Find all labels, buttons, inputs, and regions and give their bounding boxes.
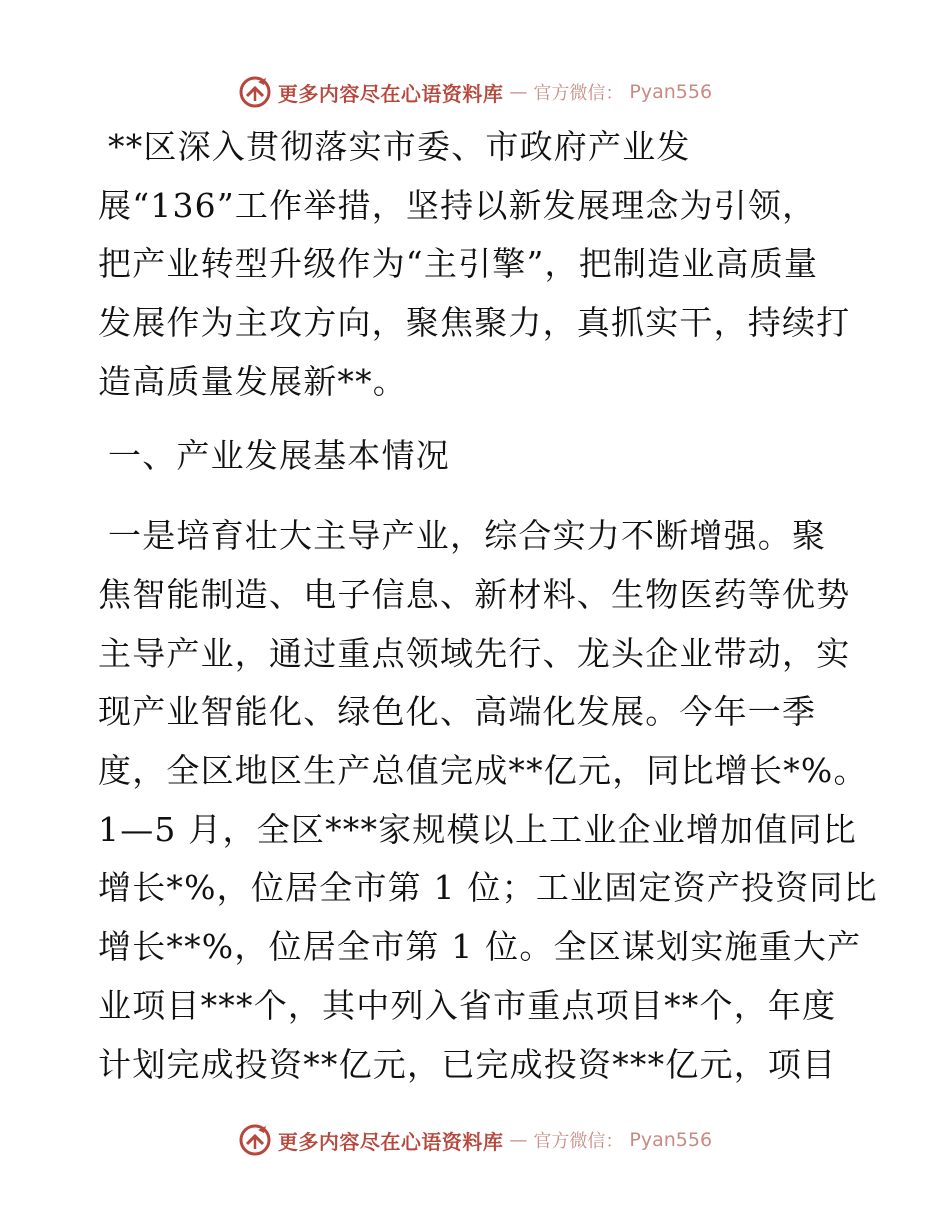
intro-paragraph: [98, 118, 850, 412]
paragraph-line: 计划完成投资**亿元，已完成投资***亿元，项目: [98, 1044, 837, 1084]
paragraph-line: 业项目***个，其中列入省市重点项目**个，年度: [98, 985, 837, 1025]
paragraph-line: 把产业转型升级作为“主引擎”，把制造业高质量: [98, 244, 819, 284]
watermark-main-text: 更多内容尽在心语资料库: [277, 81, 504, 106]
paragraph-line: 造高质量发展新**。: [98, 361, 407, 401]
watermark-wechat-id: Pyan556: [629, 81, 713, 103]
paragraph-line: 主导产业，通过重点领域先行、龙头企业带动，实: [98, 633, 851, 673]
paragraph-line: 现产业智能化、绿色化、高端化发展。今年一季: [98, 692, 817, 732]
section-heading: 一、产业发展基本情况: [108, 435, 450, 475]
document-body: [98, 118, 878, 1094]
paragraph-line: 焦智能制造、电子信息、新材料、生物医药等优势: [98, 574, 851, 614]
paragraph-line: 1—5 月，全区***家规模以上工业企业增加值同比: [98, 809, 857, 849]
paragraph-line: 发展作为主攻方向，聚焦聚力，真抓实干，持续打: [98, 303, 851, 343]
header-watermark: [0, 72, 950, 112]
footer-watermark: [0, 1120, 950, 1160]
book-pen-logo-icon: [238, 75, 272, 109]
watermark-dash: —: [509, 81, 528, 103]
paragraph-line: 度，全区地区生产总值完成**亿元，同比增长*%。: [98, 751, 868, 791]
paragraph-line: 增长**%，位居全市第 1 位。全区谋划实施重大产: [98, 927, 862, 967]
body-paragraph: [98, 507, 878, 1094]
paragraph-line: 增长*%，位居全市第 1 位；工业固定资产投资同比: [98, 868, 878, 908]
watermark-wechat-label: 官方微信：: [533, 1131, 624, 1152]
watermark-main-text: 更多内容尽在心语资料库: [277, 1129, 504, 1154]
watermark-wechat-id: Pyan556: [629, 1129, 713, 1151]
book-pen-logo-icon: [238, 1123, 272, 1157]
paragraph-line: 展“136”工作举措，坚持以新发展理念为引领，: [98, 185, 817, 225]
paragraph-line: 一是培育壮大主导产业，综合实力不断增强。聚: [108, 516, 827, 556]
watermark-dash: —: [509, 1129, 528, 1151]
watermark-wechat-label: 官方微信：: [533, 83, 624, 104]
paragraph-line: **区深入贯彻落实市委、市政府产业发: [108, 127, 691, 166]
